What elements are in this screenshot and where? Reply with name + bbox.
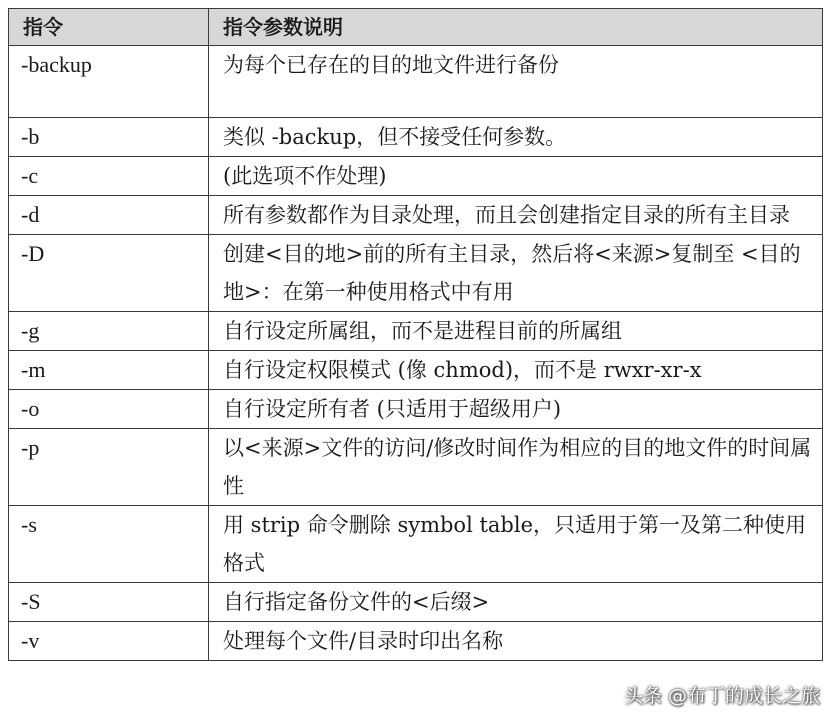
- option-cell: -p: [9, 429, 209, 506]
- option-cell: -g: [9, 312, 209, 351]
- description-cell: 类似 -backup，但不接受任何参数。: [209, 118, 823, 157]
- header-option: 指令: [9, 9, 209, 46]
- table-body: [9, 46, 823, 661]
- option-cell: -o: [9, 390, 209, 429]
- option-cell: -d: [9, 196, 209, 235]
- description-cell: 创建<目的地>前的所有主目录，然后将<来源>复制至 <目的地>：在第一种使用格式中有用: [209, 235, 823, 312]
- option-cell: -s: [9, 506, 209, 583]
- option-table-container: [8, 8, 822, 661]
- header-row: [9, 9, 823, 46]
- description-cell: 自行设定所有者 (只适用于超级用户): [209, 390, 823, 429]
- description-cell: 所有参数都作为目录处理，而且会创建指定目录的所有主目录: [209, 196, 823, 235]
- option-cell: -c: [9, 157, 209, 196]
- table-header: [9, 9, 823, 46]
- option-cell: -S: [9, 583, 209, 622]
- description-cell: (此选项不作处理): [209, 157, 823, 196]
- description-cell: 处理每个文件/目录时印出名称: [209, 622, 823, 661]
- table-row: [9, 622, 823, 661]
- description-cell: 用 strip 命令删除 symbol table，只适用于第一及第二种使用格式: [209, 506, 823, 583]
- description-cell: 自行指定备份文件的<后缀>: [209, 583, 823, 622]
- option-cell: -v: [9, 622, 209, 661]
- table-row: [9, 583, 823, 622]
- option-cell: -D: [9, 235, 209, 312]
- option-cell: -backup: [9, 46, 209, 118]
- table-row: [9, 118, 823, 157]
- description-cell: 自行设定权限模式 (像 chmod)，而不是 rwxr-xr-x: [209, 351, 823, 390]
- description-cell: 自行设定所属组，而不是进程目前的所属组: [209, 312, 823, 351]
- header-description: 指令参数说明: [209, 9, 823, 46]
- description-cell: 以<来源>文件的访问/修改时间作为相应的目的地文件的时间属性: [209, 429, 823, 506]
- description-cell: 为每个已存在的目的地文件进行备份: [209, 46, 823, 118]
- install-options-table: [8, 8, 823, 661]
- option-cell: -b: [9, 118, 209, 157]
- watermark-text: 头条 @布丁的成长之旅: [623, 685, 820, 707]
- table-row: [9, 46, 823, 118]
- table-row: [9, 351, 823, 390]
- table-row: [9, 312, 823, 351]
- table-row: [9, 196, 823, 235]
- table-row: [9, 506, 823, 583]
- table-row: [9, 235, 823, 312]
- table-row: [9, 390, 823, 429]
- table-row: [9, 157, 823, 196]
- option-cell: -m: [9, 351, 209, 390]
- table-row: [9, 429, 823, 506]
